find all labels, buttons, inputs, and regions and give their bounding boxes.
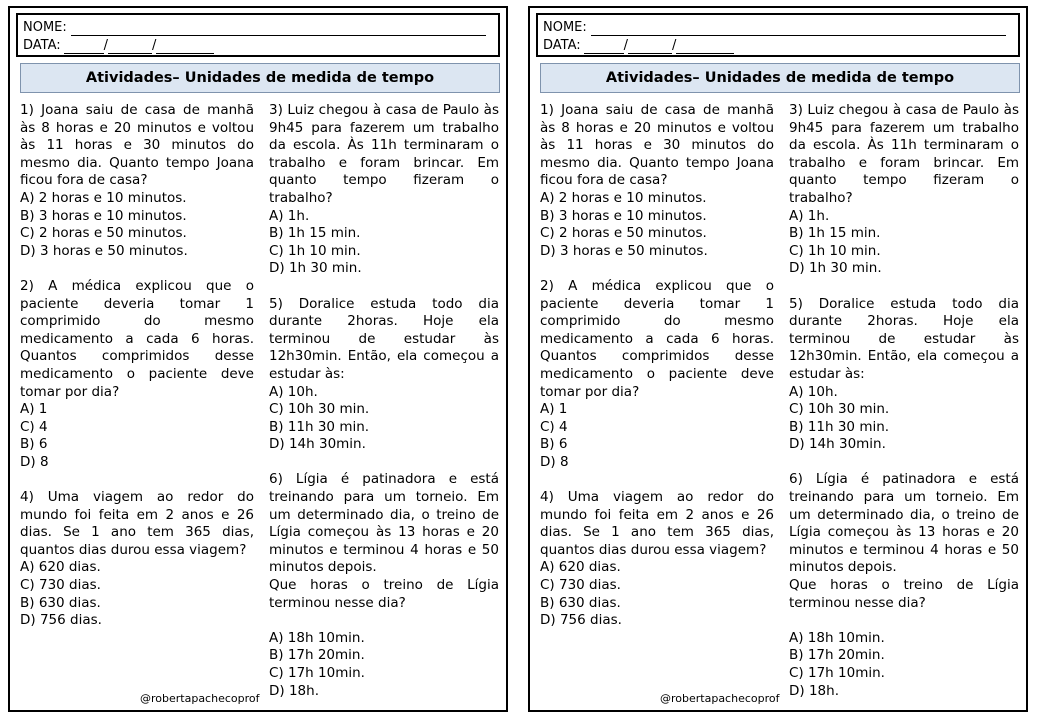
date-label: DATA: bbox=[543, 38, 581, 53]
question-text: 1) Joana saiu de casa de manhã às 8 horas e 20 minutos e voltou às 11 horas e 30 minutos do mesmo dia. Quanto tempo Joana ficou fora de casa? bbox=[20, 102, 254, 189]
name-line[interactable] bbox=[71, 23, 486, 36]
question-text: 6) Lígia é patinadora e está treinando para um torneio. Em um determinado dia, o treino de Lígia começou às 13 horas e 20 minutos e terminou 4 horas e 50 minutos depois. bbox=[789, 471, 1019, 576]
answer-option[interactable]: A) 1h. bbox=[269, 207, 310, 224]
answer-option[interactable]: C) 17h 10min. bbox=[269, 665, 365, 681]
answer-option[interactable]: D) 18h. bbox=[789, 682, 839, 699]
answer-option[interactable]: C) 4 bbox=[20, 418, 48, 435]
question-text: Que horas o treino de Lígia terminou nesse dia? bbox=[269, 577, 499, 611]
question bbox=[540, 489, 774, 630]
answer-option[interactable]: D) 8 bbox=[20, 453, 49, 470]
answer-option[interactable]: D) 756 dias. bbox=[540, 612, 622, 629]
date-separator: / bbox=[623, 38, 629, 53]
name-line[interactable] bbox=[591, 23, 1006, 36]
question-column bbox=[269, 102, 499, 718]
answer-option[interactable]: A) 1 bbox=[540, 401, 568, 418]
date-month-line[interactable] bbox=[108, 41, 152, 54]
answer-option[interactable]: C) 730 dias. bbox=[540, 577, 621, 594]
date-separator: / bbox=[103, 38, 109, 53]
answer-option[interactable]: C) 17h 10min. bbox=[789, 665, 885, 681]
question-text: 2) A médica explicou que o paciente deveria tomar 1 comprimido do mesmo medicamento a cada 6 horas. Quantos comprimidos desse medicamento o paciente deve tomar por dia? bbox=[540, 277, 774, 400]
question bbox=[269, 296, 499, 454]
question-text: 6) Lígia é patinadora e está treinando para um torneio. Em um determinado dia, o treino de Lígia começou às 13 horas e 20 minutos e terminou 4 horas e 50 minutos depois. bbox=[269, 471, 499, 576]
question-text: 3) Luiz chegou à casa de Paulo às 9h45 para fazerem um trabalho da escola. Às 11h terminaram o trabalho e foram brincar. Em quanto tempo fizeram o trabalho? bbox=[269, 102, 499, 206]
worksheet-title: Atividades– Unidades de medida de tempo bbox=[20, 63, 500, 93]
answer-option[interactable]: A) 2 horas e 10 minutos. bbox=[20, 189, 187, 206]
question-column bbox=[540, 102, 774, 647]
question bbox=[789, 102, 1019, 278]
answer-option[interactable]: D) 3 horas e 50 minutos. bbox=[540, 242, 708, 259]
author-credit: @robertapachecoprof bbox=[660, 692, 780, 705]
question-text: 3) Luiz chegou à casa de Paulo às 9h45 para fazerem um trabalho da escola. Às 11h terminaram o trabalho e foram brincar. Em quanto tempo fizeram o trabalho? bbox=[789, 102, 1019, 206]
name-label: NOME: bbox=[23, 20, 67, 35]
worksheet-left bbox=[8, 6, 508, 712]
answer-option[interactable]: A) 620 dias. bbox=[540, 559, 621, 576]
answer-option[interactable]: D) 14h 30min. bbox=[789, 436, 886, 453]
worksheet-title: Atividades– Unidades de medida de tempo bbox=[540, 63, 1020, 93]
question bbox=[20, 102, 254, 260]
question bbox=[540, 278, 774, 472]
answer-option[interactable]: A) 1 bbox=[20, 401, 48, 418]
answer-option[interactable]: B) 1h 15 min. bbox=[789, 225, 881, 242]
question bbox=[269, 471, 499, 700]
answer-option[interactable]: B) 3 horas e 10 minutos. bbox=[540, 207, 707, 224]
question-text: 4) Uma viagem ao redor do mundo foi feita em 2 anos e 26 dias. Se 1 ano tem 365 dias, quantos dias durou essa viagem? bbox=[20, 489, 254, 558]
answer-option[interactable]: C) 1h 10 min. bbox=[269, 242, 361, 259]
answer-option[interactable]: B) 17h 20min. bbox=[789, 647, 885, 664]
question-text: 5) Doralice estuda todo dia durante 2horas. Hoje ela terminou de estudar às 12h30min. Então, ela começou a estudar às: bbox=[269, 295, 499, 382]
answer-option[interactable]: B) 630 dias. bbox=[540, 594, 621, 611]
answer-option[interactable]: A) 10h. bbox=[789, 383, 838, 400]
question-text: Que horas o treino de Lígia terminou nesse dia? bbox=[789, 577, 1019, 611]
question bbox=[540, 102, 774, 260]
answer-option[interactable]: C) 10h 30 min. bbox=[789, 401, 890, 418]
answer-option[interactable]: C) 2 horas e 50 minutos. bbox=[540, 225, 707, 242]
question bbox=[269, 102, 499, 278]
date-month-line[interactable] bbox=[628, 41, 672, 54]
date-day-line[interactable] bbox=[64, 41, 104, 54]
question bbox=[20, 278, 254, 472]
answer-option[interactable]: A) 2 horas e 10 minutos. bbox=[540, 189, 707, 206]
answer-option[interactable]: B) 11h 30 min. bbox=[269, 418, 370, 435]
answer-option[interactable]: D) 756 dias. bbox=[20, 612, 102, 629]
date-label: DATA: bbox=[23, 38, 61, 53]
student-header bbox=[536, 13, 1020, 57]
answer-option[interactable]: D) 14h 30min. bbox=[269, 436, 366, 453]
question-text: 4) Uma viagem ao redor do mundo foi feita em 2 anos e 26 dias. Se 1 ano tem 365 dias, quantos dias durou essa viagem? bbox=[540, 489, 774, 558]
date-separator: / bbox=[152, 38, 157, 53]
answer-option[interactable]: C) 730 dias. bbox=[20, 577, 101, 594]
answer-option[interactable]: D) 1h 30 min. bbox=[269, 260, 362, 277]
answer-option[interactable]: C) 4 bbox=[540, 418, 568, 435]
question bbox=[789, 296, 1019, 454]
answer-option[interactable]: D) 1h 30 min. bbox=[789, 260, 882, 277]
name-label: NOME: bbox=[543, 20, 587, 35]
answer-option[interactable]: C) 2 horas e 50 minutos. bbox=[20, 225, 187, 242]
answer-option[interactable]: A) 620 dias. bbox=[20, 559, 101, 576]
answer-option[interactable]: B) 3 horas e 10 minutos. bbox=[20, 207, 187, 224]
answer-option[interactable]: C) 10h 30 min. bbox=[269, 401, 370, 418]
date-year-line[interactable] bbox=[676, 41, 734, 54]
answer-option[interactable]: B) 17h 20min. bbox=[269, 647, 365, 664]
answer-option[interactable]: D) 18h. bbox=[269, 682, 319, 699]
answer-option[interactable]: D) 8 bbox=[540, 453, 569, 470]
answer-option[interactable]: A) 18h 10min. bbox=[789, 629, 885, 646]
date-year-line[interactable] bbox=[156, 41, 214, 54]
answer-option[interactable]: A) 1h. bbox=[789, 207, 830, 224]
answer-option[interactable]: B) 11h 30 min. bbox=[789, 418, 890, 435]
answer-option[interactable]: A) 10h. bbox=[269, 383, 318, 400]
question-text: 5) Doralice estuda todo dia durante 2horas. Hoje ela terminou de estudar às 12h30min. Então, ela começou a estudar às: bbox=[789, 295, 1019, 382]
question-text: 2) A médica explicou que o paciente deveria tomar 1 comprimido do mesmo medicamento a cada 6 horas. Quantos comprimidos desse medicamento o paciente deve tomar por dia? bbox=[20, 277, 254, 400]
answer-option[interactable]: B) 6 bbox=[20, 436, 48, 453]
question bbox=[789, 471, 1019, 700]
question-column bbox=[20, 102, 254, 647]
answer-option[interactable]: D) 3 horas e 50 minutos. bbox=[20, 242, 188, 259]
answer-option[interactable]: B) 1h 15 min. bbox=[269, 225, 361, 242]
worksheet-right bbox=[528, 6, 1028, 712]
answer-option[interactable]: B) 6 bbox=[540, 436, 568, 453]
answer-option[interactable]: C) 1h 10 min. bbox=[789, 242, 881, 259]
author-credit: @robertapachecoprof bbox=[140, 692, 260, 705]
question-column bbox=[789, 102, 1019, 718]
question bbox=[20, 489, 254, 630]
date-day-line[interactable] bbox=[584, 41, 624, 54]
student-header bbox=[16, 13, 500, 57]
answer-option[interactable]: A) 18h 10min. bbox=[269, 629, 365, 646]
question-text: 1) Joana saiu de casa de manhã às 8 horas e 20 minutos e voltou às 11 horas e 30 minutos do mesmo dia. Quanto tempo Joana ficou fora de casa? bbox=[540, 102, 774, 189]
date-separator: / bbox=[672, 38, 677, 53]
answer-option[interactable]: B) 630 dias. bbox=[20, 594, 101, 611]
